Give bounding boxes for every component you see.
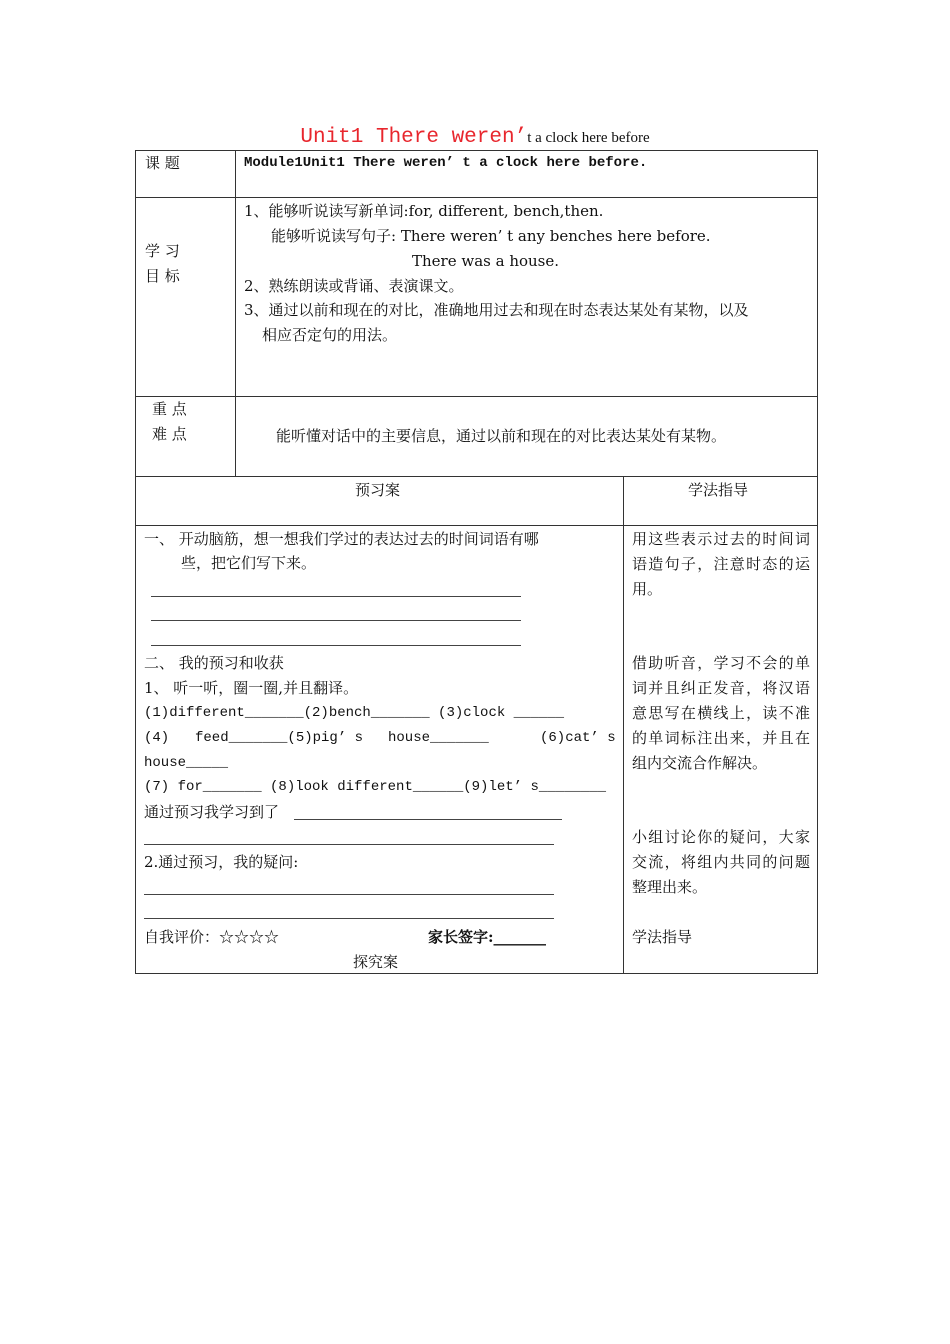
title-rest-part: t a clock here before bbox=[527, 130, 650, 146]
answer-line bbox=[151, 645, 521, 646]
key-value: 能听懂对话中的主要信息，通过以前和现在的对比表达某处有某物。 bbox=[276, 427, 727, 445]
topic-value: Module1Unit1 There weren’ t a clock here before. bbox=[244, 155, 648, 171]
vocab-row-2a: (4) bbox=[144, 730, 170, 746]
answer-line bbox=[151, 596, 521, 597]
guidance-note-2: 借助听音，学习不会的单词并且纠正发音，将汉语意思写在横线上，读不准的单词标注出来，并且在组内交流合作解决。 bbox=[632, 654, 810, 772]
goals-label-2: 目 标 bbox=[145, 267, 180, 285]
key-label-1: 重 点 bbox=[152, 400, 187, 418]
topic-label: 课 题 bbox=[145, 154, 180, 172]
part2-sub-2: 2.通过预习，我的疑问: bbox=[144, 853, 299, 871]
goal-line-3: There was a house. bbox=[412, 252, 560, 270]
goal-line-6: 相应否定句的用法。 bbox=[262, 326, 398, 344]
guidance-note-4: 学法指导 bbox=[632, 928, 693, 946]
answer-line bbox=[144, 894, 554, 895]
vocab-row-4: (7) for_______ (8)look different______(9)let’ s________ bbox=[144, 779, 607, 795]
row-divider bbox=[135, 197, 818, 198]
row-divider bbox=[135, 396, 818, 397]
column-divider bbox=[235, 150, 236, 476]
part2-sub-1: 1、 听一听，圈一圈,并且翻译。 bbox=[144, 679, 359, 697]
vocab-row-2d: (6)cat’ s bbox=[540, 730, 616, 746]
vocab-row-2c: house_______ bbox=[388, 730, 489, 746]
learned-label: 通过预习我学习到了 bbox=[144, 803, 280, 821]
answer-line bbox=[144, 844, 554, 845]
goals-label-1: 学 习 bbox=[145, 242, 180, 260]
column-divider bbox=[623, 476, 624, 974]
goal-line-4: 2、熟练朗读或背诵、表演课文。 bbox=[244, 277, 464, 295]
answer-line bbox=[144, 918, 554, 919]
goal-line-2: 能够听说读写句子: There weren’ t any benches here before. bbox=[271, 227, 711, 245]
part2-heading: 二、 我的预习和收获 bbox=[144, 654, 284, 672]
parent-signature: 家长签字:_______ bbox=[428, 928, 547, 946]
goal-line-1: 1、能够听说读写新单词:for, different, bench,then. bbox=[244, 202, 604, 220]
explore-section-label: 探究案 bbox=[353, 953, 399, 971]
answer-line bbox=[294, 819, 562, 820]
row-divider bbox=[135, 476, 818, 477]
vocab-row-3: house_____ bbox=[144, 755, 229, 771]
key-label-2: 难 点 bbox=[152, 425, 187, 443]
title-red-part: Unit1 There weren’ bbox=[300, 126, 528, 149]
guidance-header: 学法指导 bbox=[688, 481, 749, 499]
preview-header: 预习案 bbox=[355, 481, 401, 499]
part1-line-1: 一、 开动脑筋，想一想我们学过的表达过去的时间词语有哪 bbox=[144, 530, 539, 548]
row-divider bbox=[135, 525, 818, 526]
page-title bbox=[0, 126, 950, 149]
goal-line-5: 3、通过以前和现在的对比，准确地用过去和现在时态表达某处有某物，以及 bbox=[244, 301, 749, 319]
vocab-row-2b: feed_______(5)pig’ s bbox=[195, 730, 364, 746]
guidance-note-3: 小组讨论你的疑问，大家交流，将组内共同的问题整理出来。 bbox=[632, 828, 810, 896]
guidance-note-1: 用这些表示过去的时间词语造句子，注意时态的运用。 bbox=[632, 530, 810, 598]
self-evaluation: 自我评价：☆☆☆☆ bbox=[144, 928, 280, 946]
vocab-row-1: (1)different_______(2)bench_______ (3)clock ______ bbox=[144, 705, 565, 721]
answer-line bbox=[151, 620, 521, 621]
part1-line-2: 些，把它们写下来。 bbox=[181, 554, 317, 572]
